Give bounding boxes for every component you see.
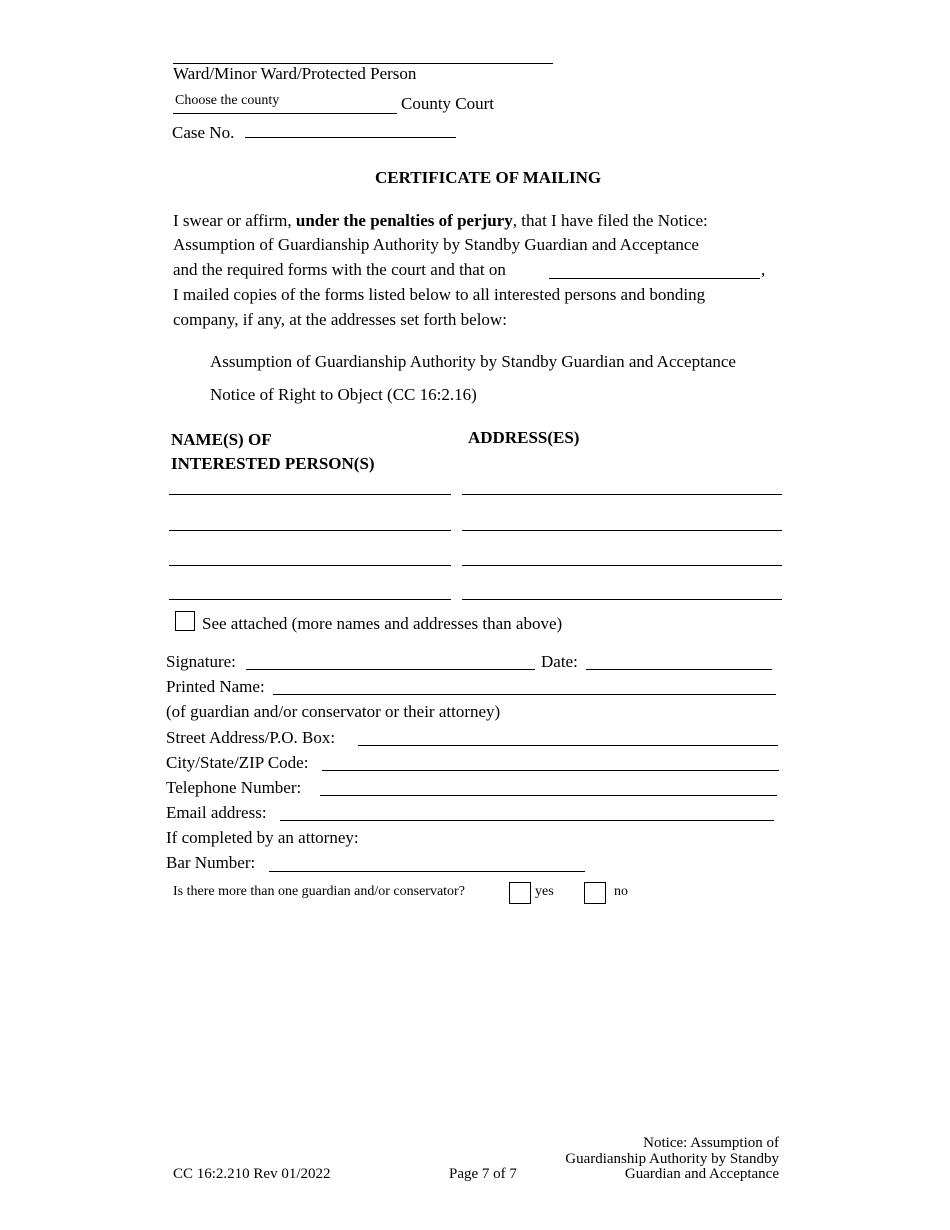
body-line-1-b: , that I have filed the Notice:	[512, 211, 708, 230]
address-field[interactable]	[462, 494, 782, 495]
case-no-label: Case No.	[172, 123, 235, 142]
no-label: no	[614, 884, 628, 899]
footer-title-line-3: Guardian and Acceptance	[624, 1166, 779, 1182]
address-field[interactable]	[462, 530, 782, 531]
name-field[interactable]	[169, 599, 451, 600]
city-label: City/State/ZIP Code:	[166, 753, 309, 772]
body-line-2: Assumption of Guardianship Authority by Standby Guardian and Acceptance	[173, 235, 699, 254]
name-field[interactable]	[169, 494, 451, 495]
names-header-line-1: NAME(S) OF	[171, 430, 272, 449]
street-field[interactable]	[358, 745, 778, 746]
telephone-field[interactable]	[320, 795, 777, 796]
ward-label: Ward/Minor Ward/Protected Person	[173, 64, 417, 83]
city-field[interactable]	[322, 770, 779, 771]
bar-number-label: Bar Number:	[166, 853, 256, 872]
filing-date-field[interactable]	[549, 278, 760, 279]
form-id: CC 16:2.210 Rev 01/2022	[173, 1166, 331, 1182]
county-placeholder: Choose the county	[175, 93, 280, 108]
email-field[interactable]	[280, 820, 774, 821]
telephone-label: Telephone Number:	[166, 778, 302, 797]
street-label: Street Address/P.O. Box:	[166, 728, 336, 747]
printed-name-field[interactable]	[273, 694, 776, 695]
address-field[interactable]	[462, 565, 782, 566]
county-court-label: County Court	[401, 94, 495, 113]
body-line-3: and the required forms with the court and that on	[173, 260, 506, 279]
body-line-5: company, if any, at the addresses set forth below:	[173, 310, 507, 329]
multi-guardian-no-checkbox[interactable]	[584, 882, 606, 904]
see-attached-label: See attached (more names and addresses than above)	[202, 614, 563, 633]
body-line-3-comma: ,	[761, 260, 766, 279]
footer-title-line-2: Guardianship Authority by Standby	[565, 1150, 779, 1167]
name-field[interactable]	[169, 530, 451, 531]
signature-label: Signature:	[166, 652, 236, 671]
multi-guardian-question: Is there more than one guardian and/or conservator?	[173, 884, 465, 899]
bar-number-field[interactable]	[269, 871, 585, 872]
names-header	[171, 428, 375, 476]
footer-doc-title	[540, 1136, 779, 1183]
signature-field[interactable]	[246, 669, 535, 670]
perjury-phrase: under the penalties of perjury	[295, 211, 513, 230]
page-title: CERTIFICATE OF MAILING	[375, 168, 602, 187]
form-list-item: Assumption of Guardianship Authority by Standby Guardian and Acceptance	[210, 352, 736, 371]
address-header: ADDRESS(ES)	[468, 428, 580, 447]
body-line-1-a: I swear or affirm,	[173, 211, 296, 230]
address-field[interactable]	[462, 599, 782, 600]
see-attached-checkbox[interactable]	[175, 611, 195, 631]
body-line-1	[173, 211, 708, 231]
multi-guardian-yes-checkbox[interactable]	[509, 882, 531, 904]
footer-title-line-1: Notice: Assumption of	[643, 1135, 779, 1151]
date-field[interactable]	[586, 669, 772, 670]
printed-name-label: Printed Name:	[166, 677, 265, 696]
yes-label: yes	[535, 884, 554, 899]
date-label: Date:	[541, 652, 578, 671]
county-select[interactable]	[173, 92, 397, 114]
attorney-note: If completed by an attorney:	[166, 828, 359, 847]
case-no-field[interactable]	[245, 137, 456, 138]
name-field[interactable]	[169, 565, 451, 566]
body-line-4: I mailed copies of the forms listed below to all interested persons and bonding	[173, 285, 706, 304]
names-header-line-2: INTERESTED PERSON(S)	[171, 454, 375, 473]
printed-name-note: (of guardian and/or conservator or their attorney)	[166, 702, 501, 721]
email-label: Email address:	[166, 803, 267, 822]
page-number: Page 7 of 7	[449, 1166, 517, 1182]
form-list-item: Notice of Right to Object (CC 16:2.16)	[210, 385, 477, 404]
